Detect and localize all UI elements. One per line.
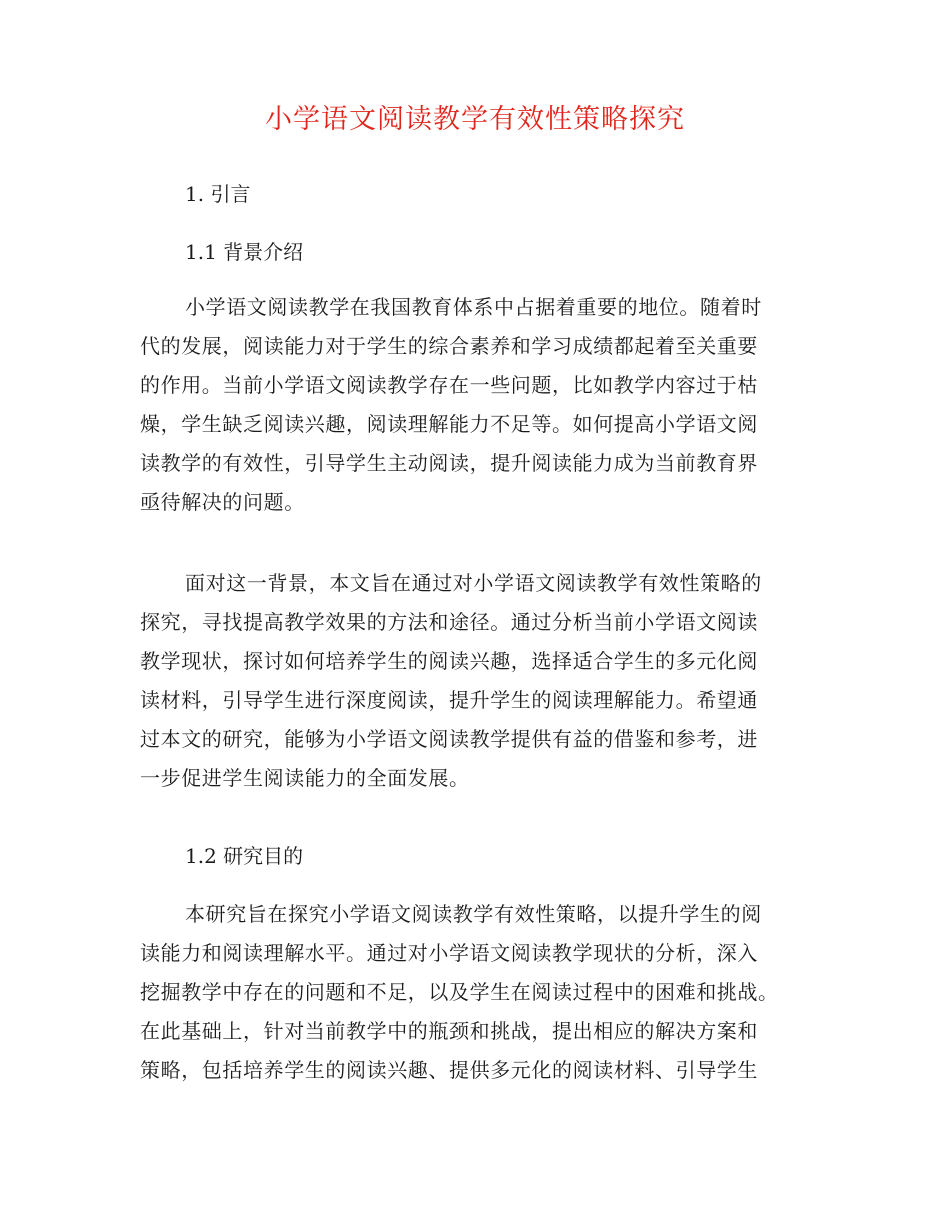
- paragraph-background-1: [140, 288, 800, 522]
- paragraph-line: 在此基础上，针对当前教学中的瓶颈和挑战，提出相应的解决方案和: [140, 1019, 758, 1043]
- paragraph-line: 读教学的有效性，引导学生主动阅读，提升阅读能力成为当前教育界: [140, 451, 758, 475]
- paragraph-background-2: [140, 564, 800, 798]
- paragraph-line: 一步促进学生阅读能力的全面发展。: [140, 766, 470, 790]
- paragraph-line: 本研究旨在探究小学语文阅读教学有效性策略，以提升学生的阅: [185, 902, 762, 926]
- section-heading-purpose: 1.2 研究目的: [185, 844, 304, 868]
- paragraph-line: 策略，包括培养学生的阅读兴趣、提供多元化的阅读材料、引导学生: [140, 1058, 758, 1082]
- document-title: 小学语文阅读教学有效性策略探究: [265, 104, 685, 135]
- paragraph-line: 面对这一背景，本文旨在通过对小学语文阅读教学有效性策略的: [185, 571, 762, 595]
- paragraph-line: 燥，学生缺乏阅读兴趣，阅读理解能力不足等。如何提高小学语文阅: [140, 412, 758, 436]
- section-heading-background: 1.1 背景介绍: [185, 240, 304, 264]
- paragraph-line: 读材料，引导学生进行深度阅读，提升学生的阅读理解能力。希望通: [140, 688, 758, 712]
- paragraph-line: 挖掘教学中存在的问题和不足，以及学生在阅读过程中的困难和挑战。: [140, 980, 779, 1004]
- paragraph-line: 小学语文阅读教学在我国教育体系中占据着重要的地位。随着时: [185, 295, 762, 319]
- paragraph-line: 读能力和阅读理解水平。通过对小学语文阅读教学现状的分析，深入: [140, 941, 758, 965]
- paragraph-line: 教学现状，探讨如何培养学生的阅读兴趣，选择适合学生的多元化阅: [140, 649, 758, 673]
- paragraph-line: 探究，寻找提高教学效果的方法和途径。通过分析当前小学语文阅读: [140, 610, 758, 634]
- paragraph-line: 过本文的研究，能够为小学语文阅读教学提供有益的借鉴和参考，进: [140, 727, 758, 751]
- paragraph-line: 的作用。当前小学语文阅读教学存在一些问题，比如教学内容过于枯: [140, 373, 758, 397]
- paragraph-purpose-1: [140, 895, 800, 1090]
- paragraph-line: 代的发展，阅读能力对于学生的综合素养和学习成绩都起着至关重要: [140, 334, 758, 358]
- paragraph-line: 亟待解决的问题。: [140, 490, 305, 514]
- section-heading-intro: 1. 引言: [185, 182, 251, 206]
